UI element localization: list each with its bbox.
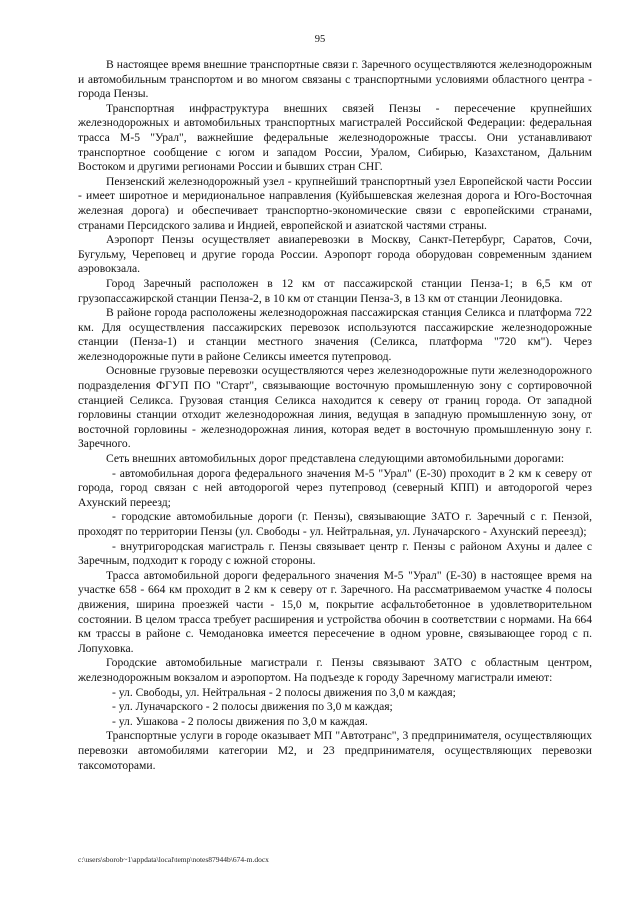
paragraph: Сеть внешних автомобильных дорог представлена следующими автомобильными дорогами: [106,452,565,466]
paragraph: Городские автомобильные магистрали г. Пензы связывают ЗАТО с областным центром, железнодорожным вокзалом и аэропортом. На подъезде к городу Заречному магистрали имеют: [78,656,592,684]
list-item: - городские автомобильные дороги (г. Пензы), связывающие ЗАТО г. Заречный с г. Пензой, проходят по территории Пензы (ул. Свободы - ул. Нейтральная, ул. Луначарского - Ахунский переезд); [78,510,592,538]
list-item: - ул. Ушакова - 2 полосы движения по 3,0 м каждая. [112,714,368,728]
paragraph: Пензенский железнодорожный узел - крупнейший транспортный узел Европейской части России - имеет широтное и меридиональное направления (Куйбышевская железная дорога и Юго-Восточная железная дорога) и обеспечивает транспортно-экономические связи с европейскими странами, странами Персидского залива и Индией, европейской и азиатской частями страны. [78,174,592,232]
footer-file-path: c:\users\sborob~1\appdata\local\temp\notes87944b\674-m.docx [78,855,269,864]
paragraph: Основные грузовые перевозки осуществляются через железнодорожные пути железнодорожного подразделения ФГУП ПО "Старт", связывающие восточную промышленную зону с сортировочной станцией Селикса. Грузовая станция Селикса находится к северу от границ города. От западной горловины станции отходит железнодорожная линия, ведущая в западную промышленную зону, от восточной горловины - железнодорожная линия, которая ведет в восточную промышленную зону г. Заречного. [78,364,592,451]
list-item: - ул. Луначарского - 2 полосы движения по 3,0 м каждая; [112,700,393,714]
paragraph: Город Заречный расположен в 12 км от пассажирской станции Пенза-1; в 6,5 км от грузопассажирской станции Пенза-2, в 10 км от станции Пенза-3, в 13 км от станции Леонидовка. [78,276,592,305]
paragraph: В настоящее время внешние транспортные связи г. Заречного осуществляются железнодорожным и автомобильным транспортом и во многом связаны с транспортными условиями областного центра - города Пензы. [78,58,592,101]
paragraph: Транспортные услуги в городе оказывает МП "Автотранс", 3 предпринимателя, осуществляющих перевозки автомобилями категории М2, и 23 предпринимателя, осуществляющих перевозки таксомоторами. [78,729,592,772]
page-number: 95 [314,34,326,45]
paragraph: В районе города расположены железнодорожная пассажирская станция Селикса и платформа 722 км. Для осуществления пассажирских перевозок используются пассажирские железнодорожные станции (Пенза-1) и станции местного значения (Селикса, платформа "720 км"). Через железнодорожные пути в районе Селиксы имеется путепровод. [78,306,592,363]
paragraph: Транспортная инфраструктура внешних связей Пензы - пересечение крупнейших железнодорожных и автомобильных транспортных магистралей Российской Федерации: федеральная трасса М-5 "Урал", важнейшие федеральные железнодорожные трассы. Они устанавливают транспортное сообщение с югом и западом России, Уралом, Сибирью, Казахстаном, Дальним Востоком и другими регионами России и бывших стран СНГ. [78,101,592,174]
paragraph: Трасса автомобильной дороги федерального значения М-5 "Урал" (Е-30) в настоящее время на участке 658 - 664 км проходит в 2 км к северу от г. Заречного. На рассматриваемом участке 4 полосы движения, ширина проезжей части - 15,0 м, покрытие асфальтобетонное в удовлетворительном состоянии. В целом трасса требует расширения и устройства обочин в соответствии с нормами. На 664 км трассы в районе с. Чемодановка имеется пересечение в одном уровне, связывающее город с п. Лопуховка. [78,568,592,655]
paragraph: Аэропорт Пензы осуществляет авиаперевозки в Москву, Санкт-Петербург, Саратов, Сочи, Бугульму, Череповец и другие города России. Аэропорт города оборудован современным зданием аэровокзала. [78,233,592,276]
list-item: - внутригородская магистраль г. Пензы связывает центр г. Пензы с районом Ахуны и далее с Заречным, подходит к городу с южной стороны. [78,539,592,568]
list-item: - ул. Свободы, ул. Нейтральная - 2 полосы движения по 3,0 м каждая; [112,685,456,699]
document-body [78,58,592,773]
list-item: - автомобильная дорога федерального значения М-5 "Урал" (Е-30) проходит в 2 км к северу от города, город связан с ней автодорогой через путепровод (северный КПП) и автодорогой через Ахунский переезд; [78,466,592,509]
